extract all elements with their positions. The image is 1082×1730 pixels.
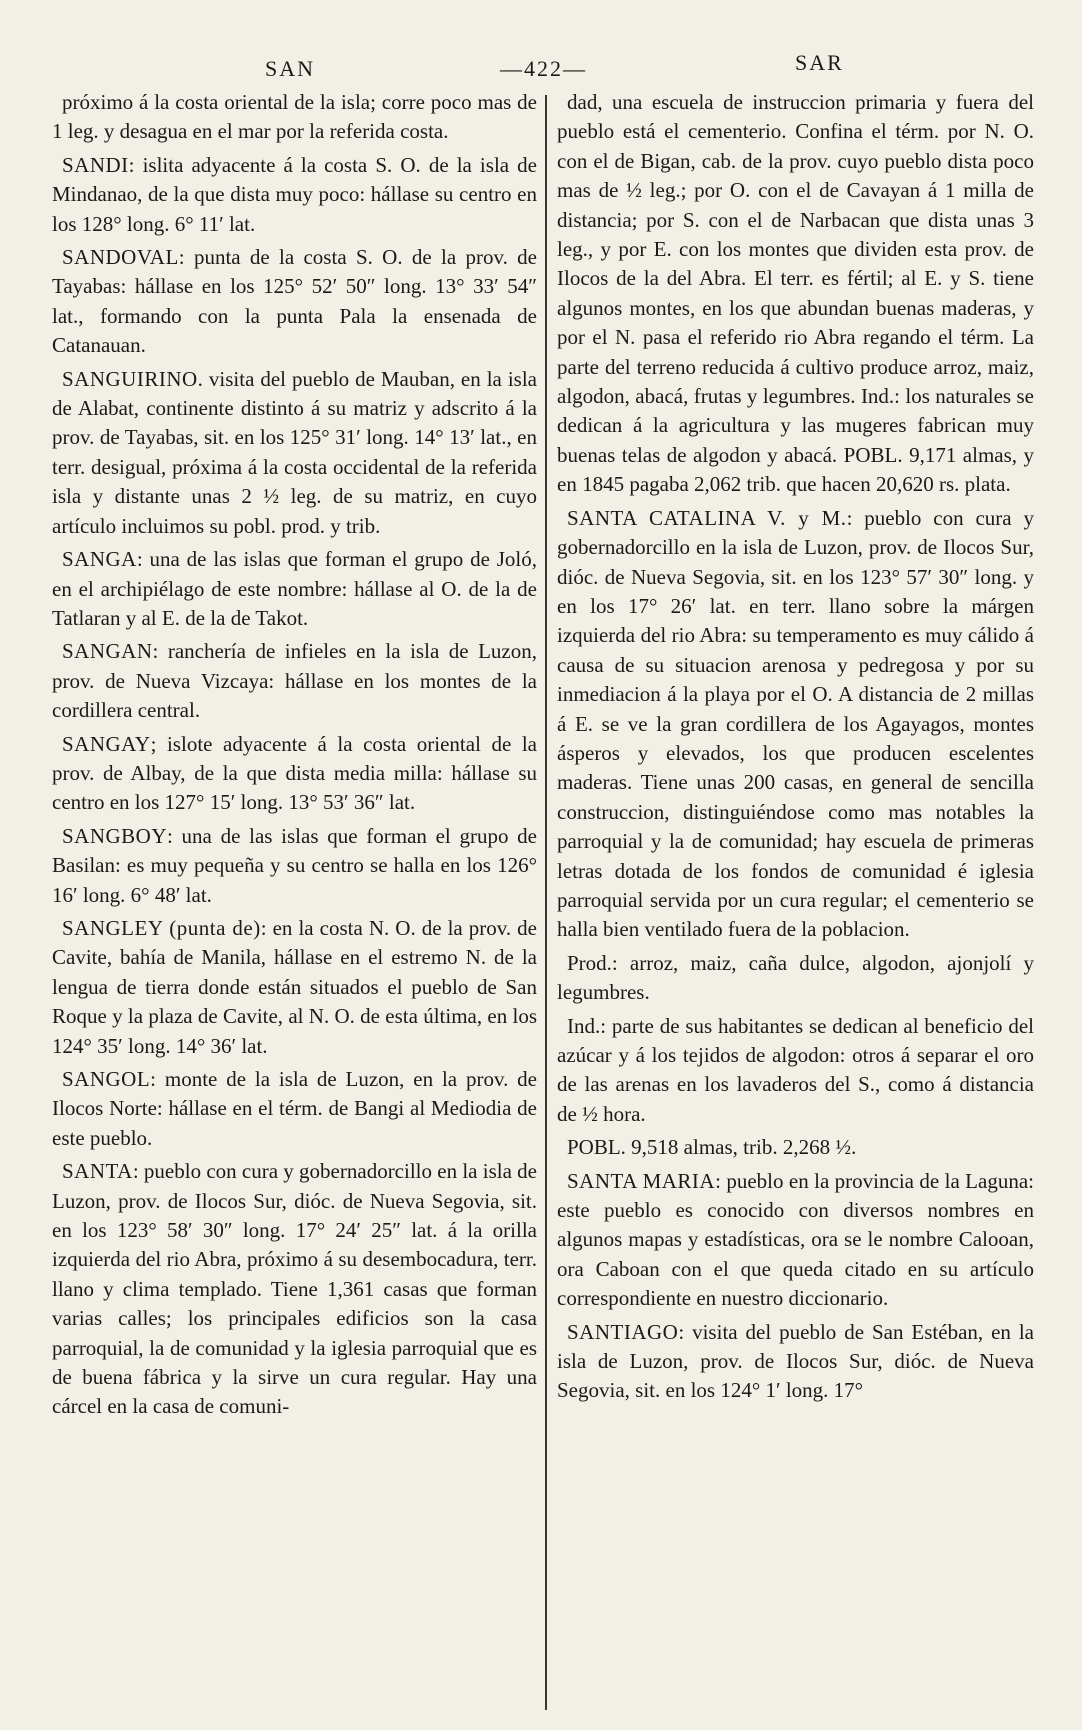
entry-text: : una de las islas que forman el grupo de Joló, en el archipiélago de este nombre: hállase al O. de la de Tatlaran y al E. de la de Takot. xyxy=(52,547,537,630)
entry xyxy=(52,243,537,361)
entry xyxy=(52,730,537,818)
entry xyxy=(52,1157,537,1422)
entry-text: : islita adyacente á la costa S. O. de la isla de Mindanao, de la que dista muy poco: hállase su centro en los 128° long. 6° 11′ lat. xyxy=(52,152,537,236)
entry-text: : pueblo con cura y gobernadorcillo en la isla de Luzon, prov. de Ilocos Sur, dióc. de Nueva Segovia, sit. en los 123° 58′ 30″ long. 17° 24′ 25″ lat. á la orilla izquierda del rio Abra, próximo á su desembocadura, terr. llano y clima templado. Tiene 1,361 casas que forman varias calles; los principales edificios son la casa parroquial, la de comunidad y la iglesia parroquial que es de buena fábrica y la sirve un cura regular. Hay una cárcel en la casa de comuni- xyxy=(52,1159,537,1419)
entry-headword: SANGOL xyxy=(62,1067,151,1091)
entry-text: POBL. 9,518 almas, trib. 2,268 ½. xyxy=(567,1135,857,1160)
entry-text: : ranchería de infieles en la isla de Luzon, prov. de Nueva Vizcaya: hállase en los montes de la cordillera central. xyxy=(52,639,537,723)
entry-text: Ind.: parte de sus habitantes se dedican al beneficio del azúcar y á los tejidos de algodon: otros á separar el oro de las arenas en los lavaderos del S., como á distancia de ½ hora. xyxy=(557,1013,1034,1126)
entry xyxy=(52,365,537,541)
entry-text: próximo á la costa oriental de la isla; corre poco mas de 1 leg. y desagua en el mar por la referida costa. xyxy=(52,90,537,144)
entry xyxy=(52,88,537,147)
entry xyxy=(557,504,1034,945)
entry-headword: SANGA xyxy=(62,547,137,572)
entry-text: dad, una escuela de instruccion primaria y fuera del pueblo está el cementerio. Confina el térm. por N. O. con el de Bigan, cab. de la prov. cuyo pueblo dista poco mas de ½ leg.; por O. con el de Cavayan á 1 milla de distancia; por S. con el de Narbacan que dista unas 3 leg., y por E. con los montes que dividen esta prov. de Ilocos de la del Abra. El terr. es fértil; al E. y S. tiene algunos montes, en los que abundan buenas maderas, y por el N. pasa el referido rio Abra regando el térm. La parte del terreno reducida á cultivo produce arroz, maiz, algodon, abacá, frutas y legumbres. Ind.: los naturales se dedican á la agricultura y las mugeres fabrican muy buenas telas de algodon y abacá. POBL. 9,171 almas, y en 1845 pagaba 2,062 trib. que hacen 20,620 rs. plata. xyxy=(557,90,1034,497)
entry xyxy=(52,822,537,910)
entry xyxy=(557,88,1034,500)
right-column xyxy=(557,88,1034,1410)
entry-text: . visita del pueblo de Mauban, en la isla de Alabat, continente distinto á su matriz y adscrito á la prov. de Tayabas, sit. en los 125° 31′ long. 14° 13′ lat., en terr. desigual, próxima á la costa occidental de la referida isla y distante unas 2 ½ leg. de su matriz, en cuyo artículo incluimos su pobl. prod. y trib. xyxy=(52,366,537,538)
entry-headword: SANGAN xyxy=(62,639,153,664)
entry xyxy=(557,949,1034,1008)
entry xyxy=(52,914,537,1061)
entry xyxy=(52,1065,537,1153)
page-number: —422— xyxy=(500,56,587,81)
entry-text: : punta de la costa S. O. de la prov. de Tayabas: hállase en los 125° 52′ 50″ long. 13° 33′ 54″ lat., formando con la punta Pala la ensenada de Catanauan. xyxy=(52,245,537,358)
entry-text: Prod.: arroz, maiz, caña dulce, algodon, ajonjolí y legumbres. xyxy=(557,950,1034,1005)
entry-text: : una de las islas que forman el grupo de Basilan: es muy pequeña y su centro se halla en los 126° 16′ long. 6° 48′ lat. xyxy=(52,823,537,907)
entry xyxy=(557,1318,1034,1406)
column-divider xyxy=(545,95,547,1710)
entry xyxy=(557,1167,1034,1314)
entry-headword: SANGLEY (punta de) xyxy=(62,915,261,940)
entry-text: : visita del pueblo de San Estéban, en la isla de Luzon, prov. de Ilocos Sur, dióc. de Nueva Segovia, sit. en los 124° 1′ long. 17° xyxy=(557,1319,1034,1403)
left-column xyxy=(52,88,537,1426)
entry xyxy=(557,1012,1034,1130)
entry xyxy=(52,545,537,633)
entry-headword: SANTIAGO xyxy=(567,1319,679,1344)
entry-text: : pueblo en la provincia de la Laguna: este pueblo es conocido con diversos nombres en algunos mapas y estadísticas, ora se le nombre Calooan, ora Caboan con el que queda citado en su artículo correspondiente en nuestro diccionario. xyxy=(557,1168,1034,1311)
header-right: SAR xyxy=(795,50,844,75)
entry-headword: SANGBOY xyxy=(62,823,168,848)
entry-headword: SANTA CATALINA V. y M. xyxy=(567,505,847,530)
entry xyxy=(52,637,537,725)
entry-headword: SANGUIRINO xyxy=(62,366,198,391)
running-header xyxy=(0,50,1082,90)
entry xyxy=(557,1133,1034,1162)
entry-text: : monte de la isla de Luzon, en la prov. de Ilocos Norte: hállase en el térm. de Bangi al Mediodia de este pueblo. xyxy=(52,1067,537,1150)
header-left: SAN xyxy=(265,56,316,81)
entry-text: : pueblo con cura y gobernadorcillo en la isla de Luzon, prov. de Ilocos Sur, dióc. de Nueva Segovia, sit. en los 123° 57′ 30″ long. y en los 17° 26′ lat. en terr. llano sobre la márgen izquierda del rio Abra: su temperamento es muy cálido á causa de su situacion arenosa y pedregosa y por su inmediacion á la playa por el O. A distancia de 2 millas á E. se ve la gran cordillera de los Agayagos, montes ásperos y elevados, los que producen escelentes maderas. Tiene unas 200 casas, en general de sencilla construccion, distinguiéndose como mas notables la parroquial y la de comunidad; hay escuela de primeras letras dotada de los fondos de comunidad é iglesia parroquial servida por un cura regular; el cementerio se halla bien ventilado fuera de la poblacion. xyxy=(557,505,1034,942)
entry-text: ; islote adyacente á la costa oriental de la prov. de Albay, de la que dista media milla: hállase su centro en los 127° 15′ long. 13° 53′ 36″ lat. xyxy=(52,731,537,815)
entry-headword: SANDI xyxy=(62,152,129,177)
entry xyxy=(52,151,537,239)
entry-headword: SANTA xyxy=(62,1159,133,1184)
entry-text: : en la costa N. O. de la prov. de Cavite, bahía de Manila, hállase en el estremo N. de la lengua de tierra donde están situados el pueblo de San Roque y la plaza de Cavite, al N. O. de esta última, en los 124° 35′ long. 14° 36′ lat. xyxy=(52,915,537,1058)
entry-headword: SANTA MARIA xyxy=(567,1168,716,1193)
entry-headword: SANDOVAL xyxy=(62,245,179,270)
entry-headword: SANGAY xyxy=(62,731,151,756)
